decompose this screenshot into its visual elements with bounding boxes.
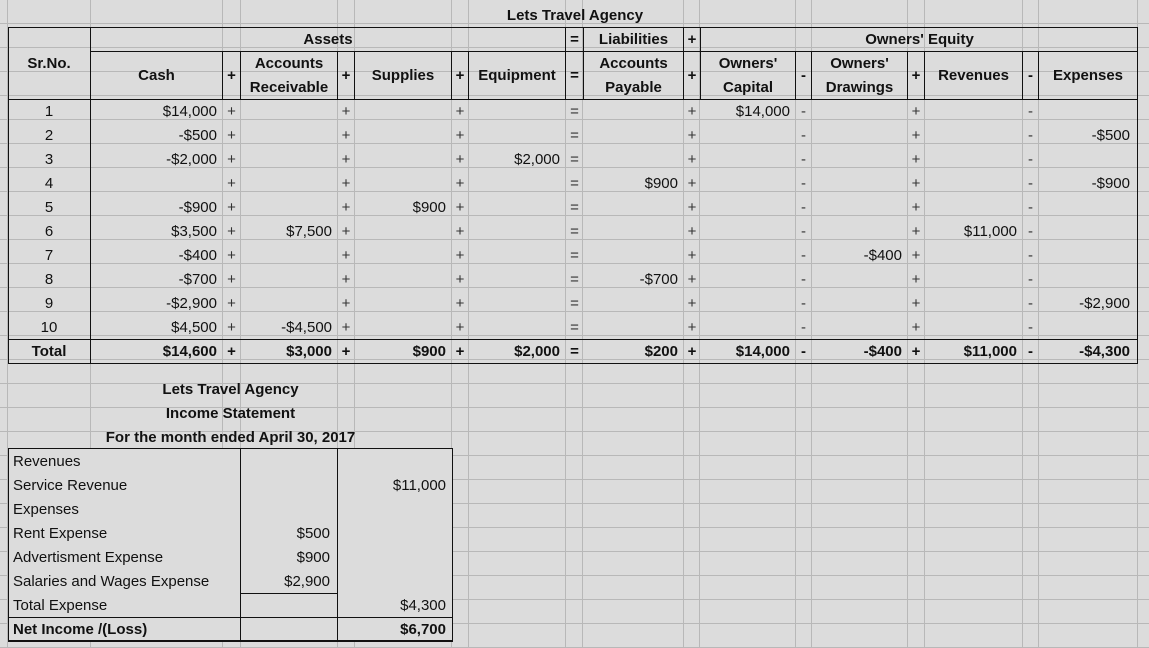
op-minus: - [801, 103, 806, 120]
op-minus: - [801, 319, 806, 336]
cell-owners-drawings [812, 172, 902, 196]
cell-revenues: $11,000 [963, 343, 1017, 360]
group-owners-equity: Owners' Equity [865, 31, 974, 48]
cell-accounts-receivable: -$4,500 [281, 319, 332, 336]
cell-owners-drawings: -$400 [863, 247, 902, 264]
op-plus: + [687, 67, 697, 84]
op-plus: + [687, 103, 697, 120]
cell-accounts-receivable [241, 244, 332, 268]
cell-owners-capital: $14,000 [735, 103, 790, 120]
is-row-total [338, 450, 446, 474]
header-owners-drawings: Owners' Drawings [825, 55, 894, 96]
cell-accounts-receivable [241, 292, 332, 316]
op-plus: + [341, 175, 351, 192]
op-minus: - [801, 271, 806, 288]
op-minus: - [1028, 67, 1033, 84]
op-plus: + [227, 247, 236, 264]
cell-revenues [925, 124, 1017, 148]
op-plus: + [227, 295, 236, 312]
cell-supplies: $900 [412, 343, 446, 360]
op-plus: + [455, 127, 465, 144]
op-plus: + [687, 127, 697, 144]
cell-srno: 9 [44, 295, 54, 312]
cell-srno: 1 [44, 103, 54, 120]
is-row-total [338, 546, 446, 570]
is-row-amount: $900 [296, 549, 330, 566]
is-row-amount: $2,900 [284, 573, 330, 590]
op-plus: + [911, 319, 921, 336]
cell-equipment [469, 268, 560, 292]
op-plus-header: + [687, 31, 697, 48]
cell-cash: -$2,000 [166, 151, 217, 168]
is-row-total: $11,000 [392, 477, 446, 494]
is-row-total: $4,300 [400, 597, 446, 614]
op-plus: + [687, 199, 697, 216]
is-row-amount [241, 474, 330, 498]
op-plus: + [227, 151, 236, 168]
cell-supplies [355, 148, 446, 172]
cell-expenses [1039, 220, 1130, 244]
cell-cash: -$2,900 [166, 295, 217, 312]
cell-revenues [925, 196, 1017, 220]
cell-revenues [925, 268, 1017, 292]
cell-equipment [469, 196, 560, 220]
op-minus: - [801, 223, 806, 240]
header-accounts-payable: Accounts Payable [599, 55, 668, 96]
cell-equipment [469, 124, 560, 148]
cell-equipment [469, 316, 560, 340]
is-row-total [338, 570, 446, 594]
cell-equipment: $2,000 [514, 343, 560, 360]
cell-accounts-receivable: $3,000 [286, 343, 332, 360]
op-plus: + [687, 247, 697, 264]
cell-expenses [1039, 244, 1130, 268]
op-plus: + [455, 223, 465, 240]
is-row-total [338, 522, 446, 546]
op-minus: - [1028, 295, 1033, 312]
op-equals: = [570, 319, 579, 336]
cell-equipment [469, 244, 560, 268]
header-accounts-receivable: Accounts Receivable [249, 55, 329, 96]
op-minus: - [1028, 151, 1033, 168]
cell-expenses: -$4,300 [1079, 343, 1130, 360]
cell-expenses [1039, 100, 1130, 124]
op-plus: + [227, 199, 236, 216]
cell-srno: 6 [44, 223, 54, 240]
op-plus: + [911, 151, 921, 168]
op-plus: + [227, 223, 236, 240]
cell-accounts-receivable [241, 268, 332, 292]
cell-srno: 7 [44, 247, 54, 264]
op-equals: = [570, 343, 579, 360]
cell-cash: $4,500 [171, 319, 217, 336]
is-row-amount [241, 498, 330, 522]
op-equals: = [570, 151, 579, 168]
op-plus: + [455, 67, 465, 84]
op-plus: + [687, 223, 697, 240]
op-equals: = [570, 127, 579, 144]
cell-accounts-receivable: $7,500 [286, 223, 332, 240]
op-plus: + [455, 103, 465, 120]
op-minus: - [801, 151, 806, 168]
cell-accounts-payable [584, 100, 678, 124]
cell-accounts-receivable [241, 148, 332, 172]
cell-supplies [355, 100, 446, 124]
op-plus: + [341, 319, 351, 336]
is-row-amount: $500 [296, 525, 330, 542]
cell-owners-capital [701, 196, 790, 220]
is-row-label: Expenses [13, 501, 79, 518]
op-plus: + [911, 103, 921, 120]
op-plus: + [341, 103, 351, 120]
cell-owners-drawings [812, 268, 902, 292]
is-row-label: Service Revenue [13, 477, 128, 494]
cell-expenses [1039, 268, 1130, 292]
cell-owners-capital [701, 268, 790, 292]
cell-revenues [925, 244, 1017, 268]
op-plus: + [341, 199, 351, 216]
header-supplies: Supplies [371, 67, 435, 84]
op-minus: - [801, 127, 806, 144]
header-equipment: Equipment [478, 67, 556, 84]
op-plus: + [455, 319, 465, 336]
cell-cash: $14,600 [162, 343, 217, 360]
cell-accounts-receivable [241, 172, 332, 196]
op-plus: + [455, 151, 465, 168]
cell-supplies [355, 220, 446, 244]
is-row-amount [241, 450, 330, 474]
is-row-label: Salaries and Wages Expense [13, 573, 210, 590]
op-plus: + [227, 271, 236, 288]
op-equals: = [570, 271, 579, 288]
cell-expenses [1039, 196, 1130, 220]
cell-srno: 5 [44, 199, 54, 216]
equation-company-title: Lets Travel Agency [506, 7, 644, 24]
cell-srno: 4 [44, 175, 54, 192]
cell-expenses [1039, 316, 1130, 340]
is-row-amount [241, 594, 330, 618]
cell-accounts-payable: $900 [644, 175, 678, 192]
cell-owners-drawings [812, 100, 902, 124]
op-plus: + [227, 175, 236, 192]
op-plus: + [455, 271, 465, 288]
cell-revenues [925, 172, 1017, 196]
cell-supplies [355, 244, 446, 268]
op-minus: - [801, 247, 806, 264]
cell-owners-capital: $14,000 [735, 343, 790, 360]
op-minus: - [801, 175, 806, 192]
op-minus: - [1028, 319, 1033, 336]
group-assets: Assets [303, 31, 353, 48]
op-plus: + [227, 343, 236, 360]
op-plus: + [341, 127, 351, 144]
cell-owners-capital [701, 124, 790, 148]
op-plus: + [227, 319, 236, 336]
cell-owners-drawings: -$400 [863, 343, 902, 360]
op-plus: + [687, 151, 697, 168]
total-label: Total [31, 343, 67, 360]
cell-srno: 2 [44, 127, 54, 144]
cell-cash: -$900 [178, 199, 217, 216]
cell-accounts-payable [584, 244, 678, 268]
cell-srno: 8 [44, 271, 54, 288]
cell-owners-capital [701, 244, 790, 268]
cell-accounts-payable: -$700 [639, 271, 678, 288]
is-net-label: Net Income /(Loss) [13, 621, 148, 638]
cell-supplies [355, 316, 446, 340]
op-plus: + [911, 175, 921, 192]
op-plus: + [911, 247, 921, 264]
is-net-value: $6,700 [400, 621, 446, 638]
cell-accounts-payable [584, 124, 678, 148]
cell-owners-drawings [812, 220, 902, 244]
op-plus: + [341, 295, 351, 312]
cell-supplies [355, 172, 446, 196]
op-plus: + [455, 295, 465, 312]
op-minus: - [801, 199, 806, 216]
header-expenses: Expenses [1052, 67, 1124, 84]
cell-owners-capital [701, 148, 790, 172]
op-plus: + [455, 199, 465, 216]
op-minus: - [801, 343, 806, 360]
op-equals-header: = [570, 31, 579, 48]
cell-supplies: $900 [412, 199, 446, 216]
cell-owners-drawings [812, 196, 902, 220]
op-minus: - [801, 67, 806, 84]
cell-revenues: $11,000 [963, 223, 1017, 240]
op-minus: - [801, 295, 806, 312]
op-plus: + [911, 67, 921, 84]
op-plus: + [911, 295, 921, 312]
is-row-total [338, 498, 446, 522]
cell-equipment [469, 172, 560, 196]
cell-accounts-payable [584, 220, 678, 244]
cell-equipment: $2,000 [514, 151, 560, 168]
op-plus: + [341, 271, 351, 288]
cell-cash: -$500 [178, 127, 217, 144]
op-minus: - [1028, 223, 1033, 240]
is-period: For the month ended April 30, 2017 [105, 429, 356, 446]
op-plus: + [341, 223, 351, 240]
cell-cash: -$700 [178, 271, 217, 288]
cell-accounts-payable [584, 148, 678, 172]
is-row-label: Total Expense [13, 597, 108, 614]
op-plus: + [687, 175, 697, 192]
cell-expenses: -$900 [1091, 175, 1130, 192]
cell-accounts-payable [584, 196, 678, 220]
cell-equipment [469, 100, 560, 124]
op-plus: + [911, 343, 921, 360]
op-minus: - [1028, 343, 1033, 360]
header-owners-capital: Owners' Capital [718, 55, 778, 96]
cell-cash [91, 172, 217, 196]
op-plus: + [227, 67, 236, 84]
op-minus: - [1028, 271, 1033, 288]
op-equals: = [570, 175, 579, 192]
header-cash: Cash [138, 67, 175, 84]
op-plus: + [687, 343, 697, 360]
cell-expenses: -$2,900 [1079, 295, 1130, 312]
cell-owners-drawings [812, 292, 902, 316]
cell-owners-drawings [812, 148, 902, 172]
cell-accounts-receivable [241, 100, 332, 124]
cell-srno: 3 [44, 151, 54, 168]
is-row-label: Advertisment Expense [13, 549, 164, 566]
op-equals: = [570, 103, 579, 120]
cell-equipment [469, 292, 560, 316]
cell-supplies [355, 124, 446, 148]
op-plus: + [455, 247, 465, 264]
cell-revenues [925, 292, 1017, 316]
is-title: Income Statement [165, 405, 296, 422]
cell-owners-capital [701, 172, 790, 196]
op-minus: - [1028, 127, 1033, 144]
cell-accounts-payable [584, 292, 678, 316]
cell-owners-drawings [812, 316, 902, 340]
op-plus: + [911, 127, 921, 144]
is-row-label: Rent Expense [13, 525, 108, 542]
cell-revenues [925, 316, 1017, 340]
op-plus: + [227, 127, 236, 144]
op-minus: - [1028, 175, 1033, 192]
op-equals: = [570, 295, 579, 312]
cell-owners-capital [701, 292, 790, 316]
cell-cash: $14,000 [162, 103, 217, 120]
cell-owners-capital [701, 220, 790, 244]
op-plus: + [687, 295, 697, 312]
cell-accounts-receivable [241, 196, 332, 220]
op-plus: + [341, 67, 351, 84]
cell-equipment [469, 220, 560, 244]
op-minus: - [1028, 103, 1033, 120]
cell-cash: $3,500 [171, 223, 217, 240]
cell-owners-drawings [812, 124, 902, 148]
cell-revenues [925, 148, 1017, 172]
cell-revenues [925, 100, 1017, 124]
cell-accounts-receivable [241, 124, 332, 148]
op-minus: - [1028, 199, 1033, 216]
op-minus: - [1028, 247, 1033, 264]
op-plus: + [911, 223, 921, 240]
is-row-label: Revenues [13, 453, 81, 470]
op-plus: + [911, 199, 921, 216]
header-revenues: Revenues [938, 67, 1009, 84]
cell-accounts-payable [584, 316, 678, 340]
cell-expenses [1039, 148, 1130, 172]
op-plus: + [455, 175, 465, 192]
op-plus: + [911, 271, 921, 288]
op-equals: = [570, 223, 579, 240]
op-equals: = [570, 67, 579, 84]
cell-expenses: -$500 [1091, 127, 1130, 144]
op-plus: + [687, 319, 697, 336]
cell-supplies [355, 292, 446, 316]
op-equals: = [570, 199, 579, 216]
cell-owners-capital [701, 316, 790, 340]
group-liabilities: Liabilities [598, 31, 669, 48]
op-plus: + [455, 343, 465, 360]
cell-srno: 10 [40, 319, 58, 336]
header-srno: Sr.No. [27, 55, 71, 72]
is-company-title: Lets Travel Agency [162, 381, 299, 398]
cell-cash: -$400 [178, 247, 217, 264]
op-plus: + [341, 247, 351, 264]
op-plus: + [341, 343, 351, 360]
op-plus: + [687, 271, 697, 288]
cell-accounts-payable: $200 [644, 343, 678, 360]
op-plus: + [341, 151, 351, 168]
op-equals: = [570, 247, 579, 264]
op-plus: + [227, 103, 236, 120]
cell-supplies [355, 268, 446, 292]
